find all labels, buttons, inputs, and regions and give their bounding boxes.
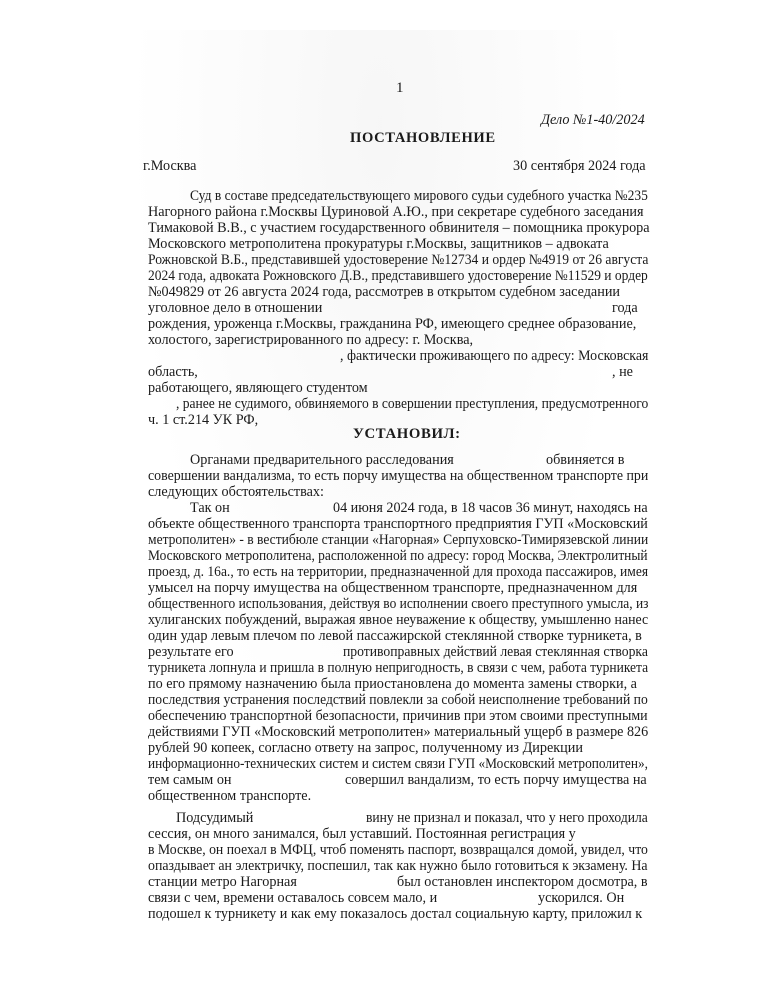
- section-heading: УСТАНОВИЛ:: [353, 426, 461, 442]
- page-number: 1: [396, 80, 404, 96]
- p1-line-15: по его прямому назначению была приостановлена до момента замены створки, а: [148, 676, 637, 692]
- p2-line-1-start: Подсудимый: [176, 810, 254, 826]
- p1-line-9: умысел на порчу имущества на общественном транспорте, предназначенном для: [148, 580, 638, 596]
- intro-line-3-text: Тимаковой В.В., с участием государственного обвинителя – помощника прокурора: [148, 220, 650, 236]
- intro-line-3: [148, 220, 650, 236]
- p2-line-5-end: был остановлен инспектором досмотра, в: [397, 874, 648, 890]
- p1-line-16: последствия устранения последствий повлекли за собой неисполнение требований по: [148, 692, 648, 708]
- intro-line-12-end: , не: [612, 364, 633, 380]
- p2-line-4: опаздывает ан электричку, поспешил, так как нужно было готовиться к экзамену. На: [148, 858, 648, 874]
- p1-line-11: хулиганских побуждений, выражая явное неуважение к обществу, умышленно нанес: [148, 612, 649, 628]
- p1-line-14: турникета лопнула и пришла в полную непригодность, в связи с чем, работа турникета: [148, 660, 649, 676]
- p1-line-1-start: Органами предварительного расследования: [190, 452, 454, 468]
- intro-line-9: рождения, уроженца г.Москвы, гражданина РФ, имеющего среднее образование,: [148, 316, 637, 332]
- p1-line-6: метрополитен» - в вестибюле станции «Нагорная» Серпуховско-Тимирязевской линии: [148, 532, 649, 548]
- intro-line-2: [148, 204, 642, 220]
- case-number: Дело №1-40/2024: [541, 112, 645, 128]
- p2-line-2: сессия, он много занимался, был уставший. Постоянная регистрация у: [148, 826, 576, 842]
- p2-line-3: в Москве, он поехал в МФЦ, чтоб поменять паспорт, возвращался домой, увидел, что: [148, 842, 648, 858]
- p2-line-7: подошел к турникету и как ему показалось достал социальную карту, приложил к: [148, 906, 643, 922]
- p1-line-2: совершении вандализма, то есть порчу имущества на общественном транспорте при: [148, 468, 649, 484]
- intro-line-8-end: года: [612, 300, 638, 316]
- document-date: 30 сентября 2024 года: [513, 158, 646, 174]
- p1-line-5: объекте общественного транспорта транспортного предприятия ГУП «Московский: [148, 516, 648, 532]
- p2-line-5-start: станции метро Нагорная: [148, 874, 297, 890]
- intro-line-4: [148, 236, 642, 252]
- p1-line-18: действиями ГУП «Московский метрополитен» материальный ущерб в размере 826: [148, 724, 649, 740]
- p2-line-6-end: ускорился. Он: [538, 890, 625, 906]
- intro-line-13: работающего, являющего студентом: [148, 380, 368, 396]
- document-title: ПОСТАНОВЛЕНИЕ: [350, 130, 496, 146]
- intro-line-7: №049829 от 26 августа 2024 года, рассмотрев в открытом судебном заседании: [148, 284, 621, 300]
- p1-line-21-start: тем самым он: [148, 772, 232, 788]
- intro-line-10: холостого, зарегистрированного по адресу: г. Москва,: [148, 332, 474, 348]
- intro-line-14: , ранее не судимого, обвиняемого в совершении преступления, предусмотренного: [176, 396, 649, 412]
- p1-line-7: Московского метрополитена, расположенной по адресу: город Москва, Электролитный: [148, 548, 648, 564]
- intro-line-2-text: Нагорного района г.Москвы Цуриновой А.Ю., при секретаре судебного заседания: [148, 204, 644, 220]
- p1-line-8: проезд, д. 16а., то есть на территории, предназначенной для прохода пассажиров, имея: [148, 564, 649, 580]
- p1-line-17: обеспечению транспортной безопасности, причинив при этом своими преступными: [148, 708, 648, 724]
- p1-line-10: общественного использования, действуя во исполнении своего преступного умысла, из: [148, 596, 649, 612]
- p1-line-13-start: результате его: [148, 644, 234, 660]
- intro-line-6: 2024 года, адвоката Рожновского Д.В., представившего удостоверение №11529 и ордер: [148, 268, 648, 284]
- p2-line-6-start: связи с чем, времени оставалось совсем мало, и: [148, 890, 438, 906]
- intro-line-15: ч. 1 ст.214 УК РФ,: [148, 412, 259, 428]
- p1-line-4-start: Так он: [190, 500, 230, 516]
- p1-line-19: рублей 90 копеек, согласно ответу на запрос, полученному из Дирекции: [148, 740, 583, 756]
- intro-line-12-start: область,: [148, 364, 198, 380]
- intro-line-8-start: уголовное дело в отношении: [148, 300, 323, 316]
- city: г.Москва: [143, 158, 197, 174]
- p1-line-12: один удар левым плечом по левой пассажирской стеклянной створке турникета, в: [148, 628, 642, 644]
- intro-line-11: , фактически проживающего по адресу: Московская: [340, 348, 649, 364]
- p1-line-3: следующих обстоятельствах:: [148, 484, 324, 500]
- p1-line-22: общественном транспорте.: [148, 788, 312, 804]
- p1-line-13-end: противоправных действий левая стеклянная створка: [343, 644, 648, 660]
- p1-line-4-end: 04 июня 2024 года, в 18 часов 36 минут, находясь на: [333, 500, 648, 516]
- intro-line-5: Рожновской В.Б., представившей удостоверение №12734 и ордер №4919 от 26 августа: [148, 252, 649, 268]
- p1-line-21-end: совершил вандализм, то есть порчу имущества на: [345, 772, 647, 788]
- p2-line-1-end: вину не признал и показал, что у него проходила: [366, 810, 648, 826]
- p1-line-20: информационно-технических систем и систем связи ГУП «Московский метрополитен»,: [148, 756, 648, 772]
- intro-line-1: Суд в составе председательствующего мирового судьи судебного участка №235: [190, 188, 648, 204]
- intro-line-4-text: Московского метрополитена прокуратуры г.Москвы, защитников – адвоката: [148, 236, 609, 252]
- p1-line-1-end: обвиняется в: [546, 452, 625, 468]
